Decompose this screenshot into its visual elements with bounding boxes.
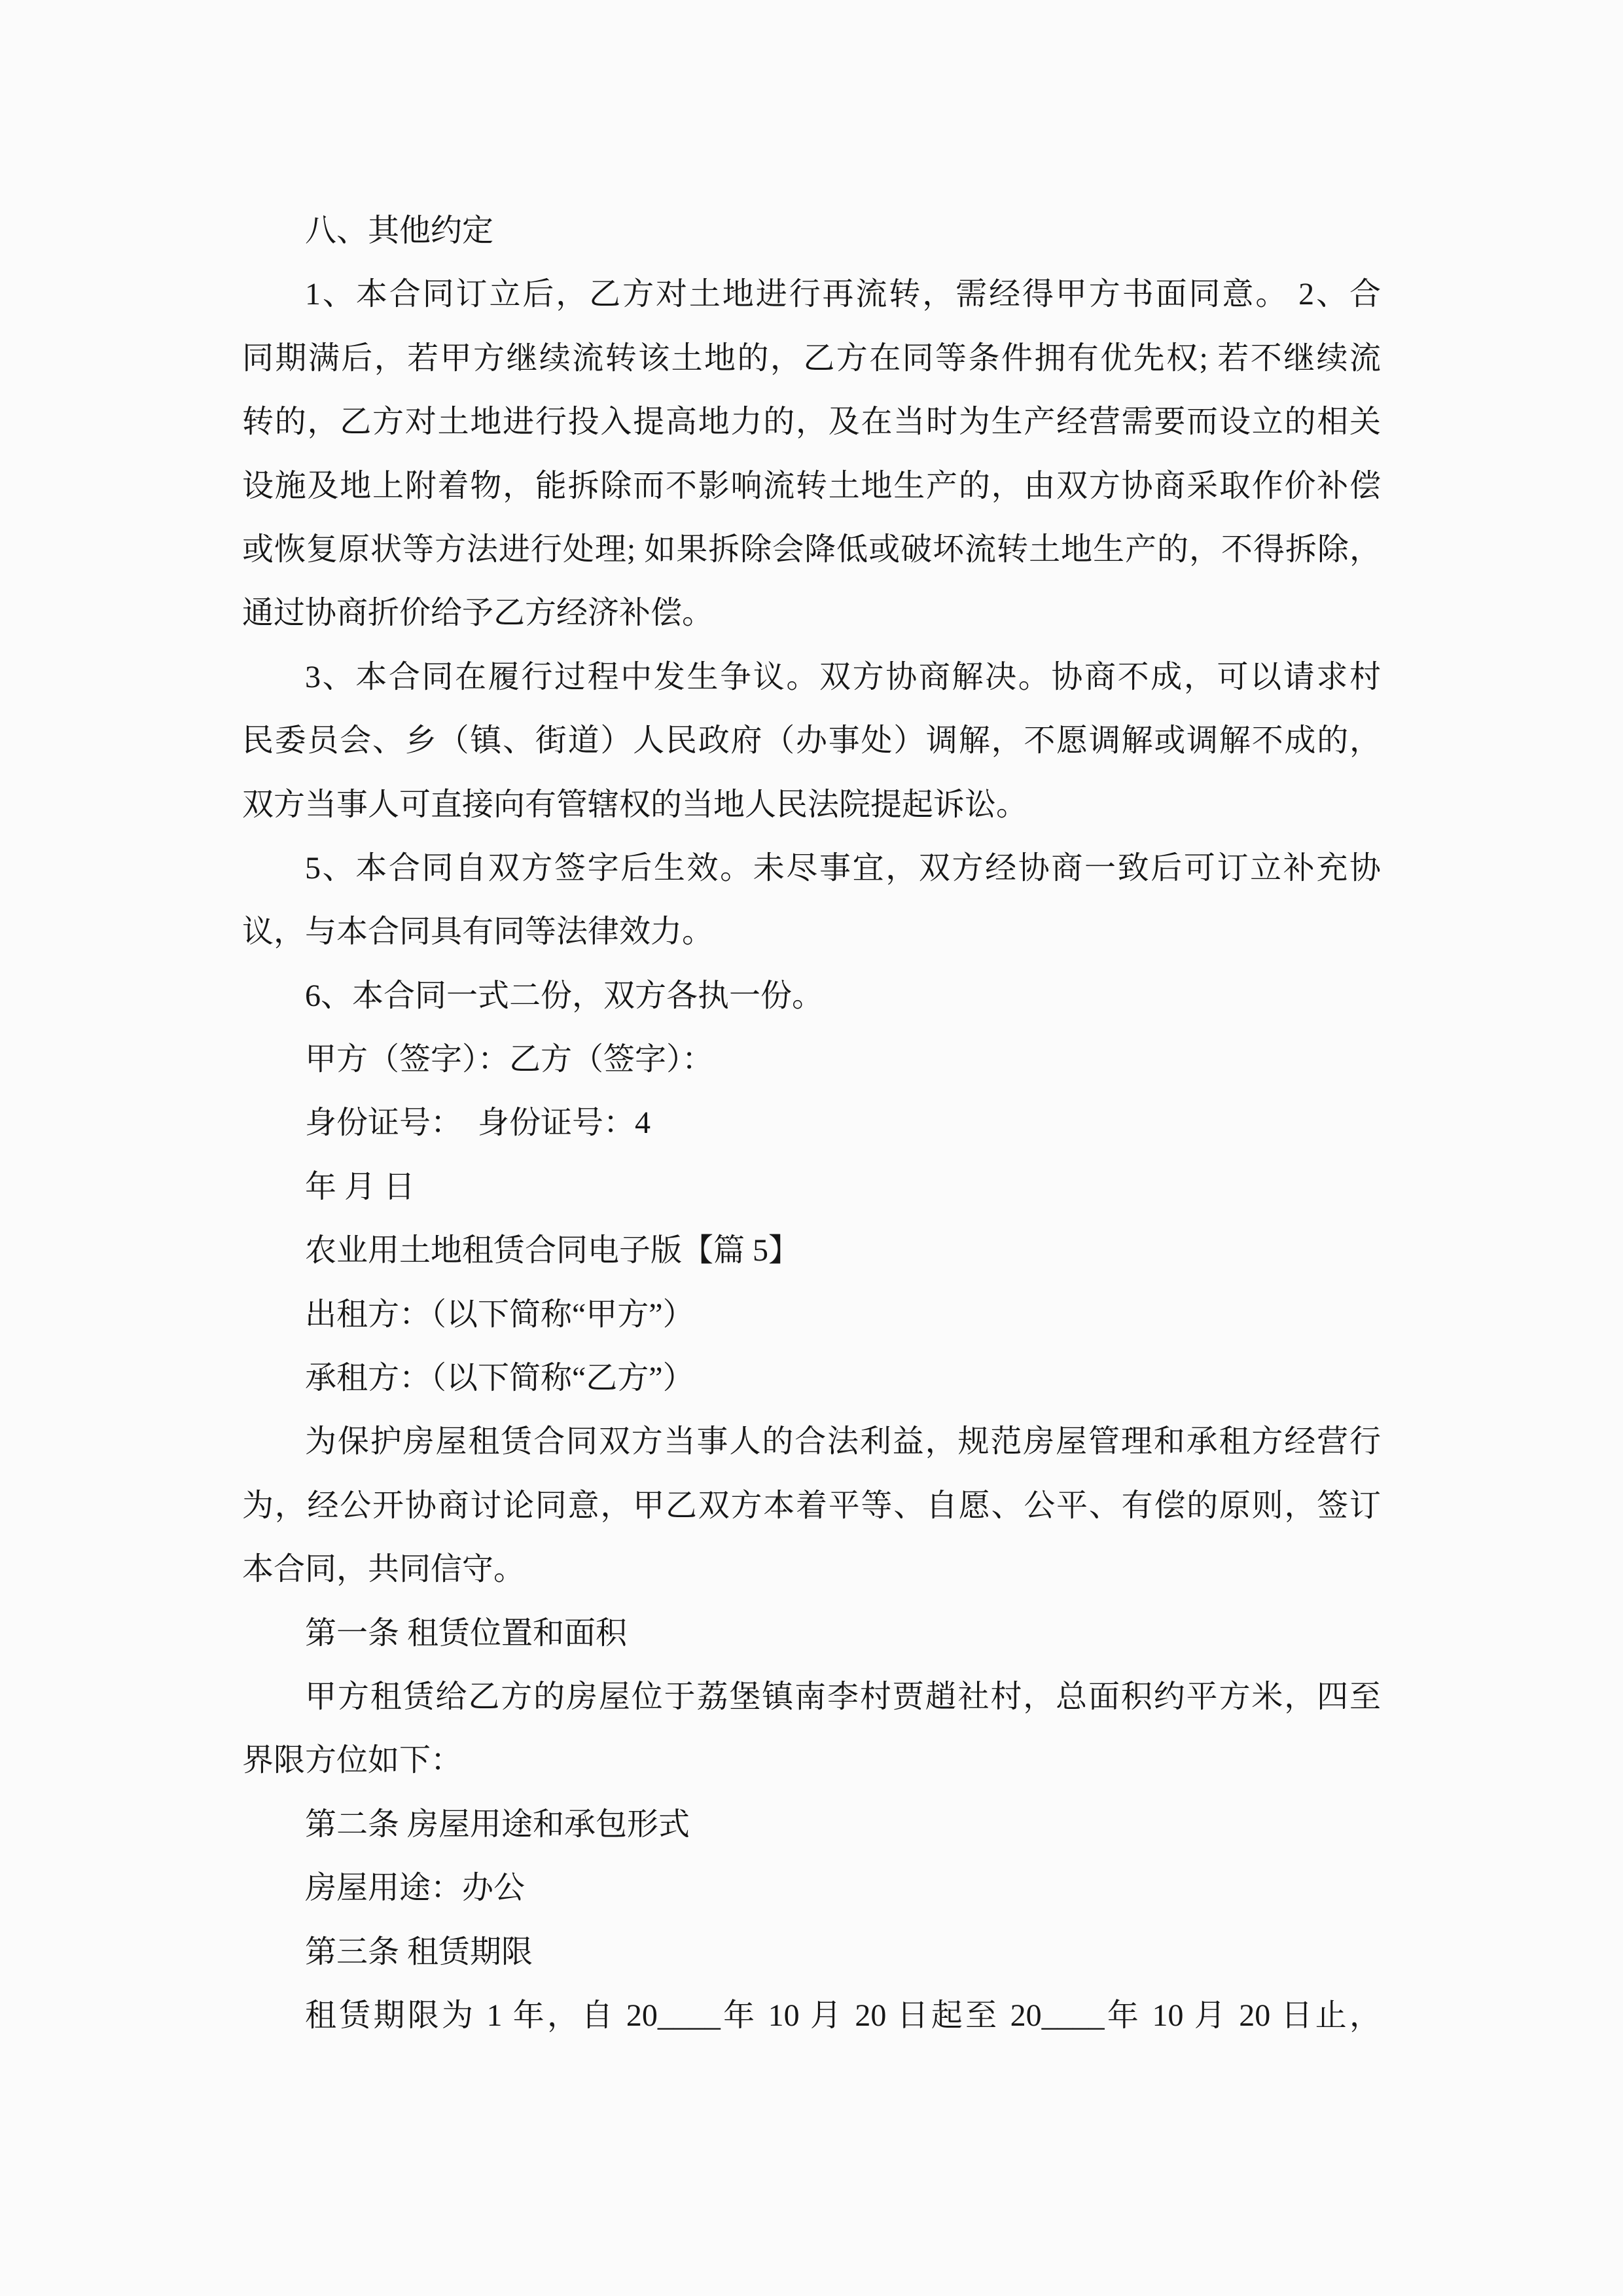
text-line: 议，与本合同具有同等法律效力。 <box>242 914 714 950</box>
text-line: 通过协商折价给予乙方经济补偿。 <box>242 596 714 631</box>
text-line: 双方当事人可直接向有管辖权的当地人民法院提起诉讼。 <box>242 787 1028 822</box>
text-line: 八、其他约定 <box>305 213 494 248</box>
text-line: 第三条 租赁期限 <box>305 1934 533 1969</box>
text-line: 5、本合同自双方签字后生效。未尽事宜，双方经协商一致后可订立补充协 <box>305 850 1381 886</box>
text-line: 房屋用途：办公 <box>305 1871 526 1906</box>
text-line: 界限方位如下： <box>242 1743 463 1778</box>
text-line: 第二条 房屋用途和承包形式 <box>305 1806 690 1842</box>
text-line: 年 月 日 <box>305 1169 416 1204</box>
text-line: 出租方：（以下简称“甲方”） <box>305 1297 694 1332</box>
contract-text-block <box>242 199 1381 2047</box>
text-line: 或恢复原状等方法进行处理; 如果拆除会降低或破坏流转土地生产的，不得拆除， <box>242 531 1381 567</box>
text-line: 甲方租赁给乙方的房屋位于荔堡镇南李村贾趙社村，总面积约平方米，四至 <box>305 1679 1381 1714</box>
text-line: 转的，乙方对土地进行投入提高地力的，及在当时为生产经营需要而设立的相关 <box>242 404 1381 440</box>
text-line: 第一条 租赁位置和面积 <box>305 1615 628 1651</box>
text-line: 民委员会、乡（镇、街道）人民政府（办事处）调解，不愿调解或调解不成的， <box>242 723 1381 759</box>
text-line: 承租方：（以下简称“乙方”） <box>305 1361 694 1396</box>
text-line: 同期满后，若甲方继续流转该土地的，乙方在同等条件拥有优先权; 若不继续流 <box>242 340 1381 376</box>
text-line: 为保护房屋租赁合同双方当事人的合法利益，规范房屋管理和承租方经营行 <box>305 1424 1381 1460</box>
text-line: 1、本合同订立后，乙方对土地进行再流转，需经得甲方书面同意。 2、合 <box>305 277 1381 312</box>
text-line: 设施及地上附着物，能拆除而不影响流转土地生产的，由双方协商采取作价补偿 <box>242 468 1381 503</box>
text-line: 身份证号： 身份证号：4 <box>305 1105 651 1141</box>
text-line: 3、本合同在履行过程中发生争议。双方协商解决。协商不成，可以请求村 <box>305 659 1381 694</box>
text-line: 农业用土地租赁合同电子版【篇 5】 <box>305 1233 800 1268</box>
text-line: 为，经公开协商讨论同意，甲乙双方本着平等、自愿、公平、有偿的原则，签订 <box>242 1488 1381 1523</box>
text-line: 甲方（签字）：乙方（签字）： <box>305 1042 714 1077</box>
text-line: 租赁期限为 1 年，自 20____年 10 月 20 日起至 20____年 10 月 20 日止， <box>305 1998 1381 2033</box>
text-line: 本合同，共同信守。 <box>242 1552 526 1587</box>
text-line: 6、本合同一式二份，双方各执一份。 <box>305 978 824 1013</box>
